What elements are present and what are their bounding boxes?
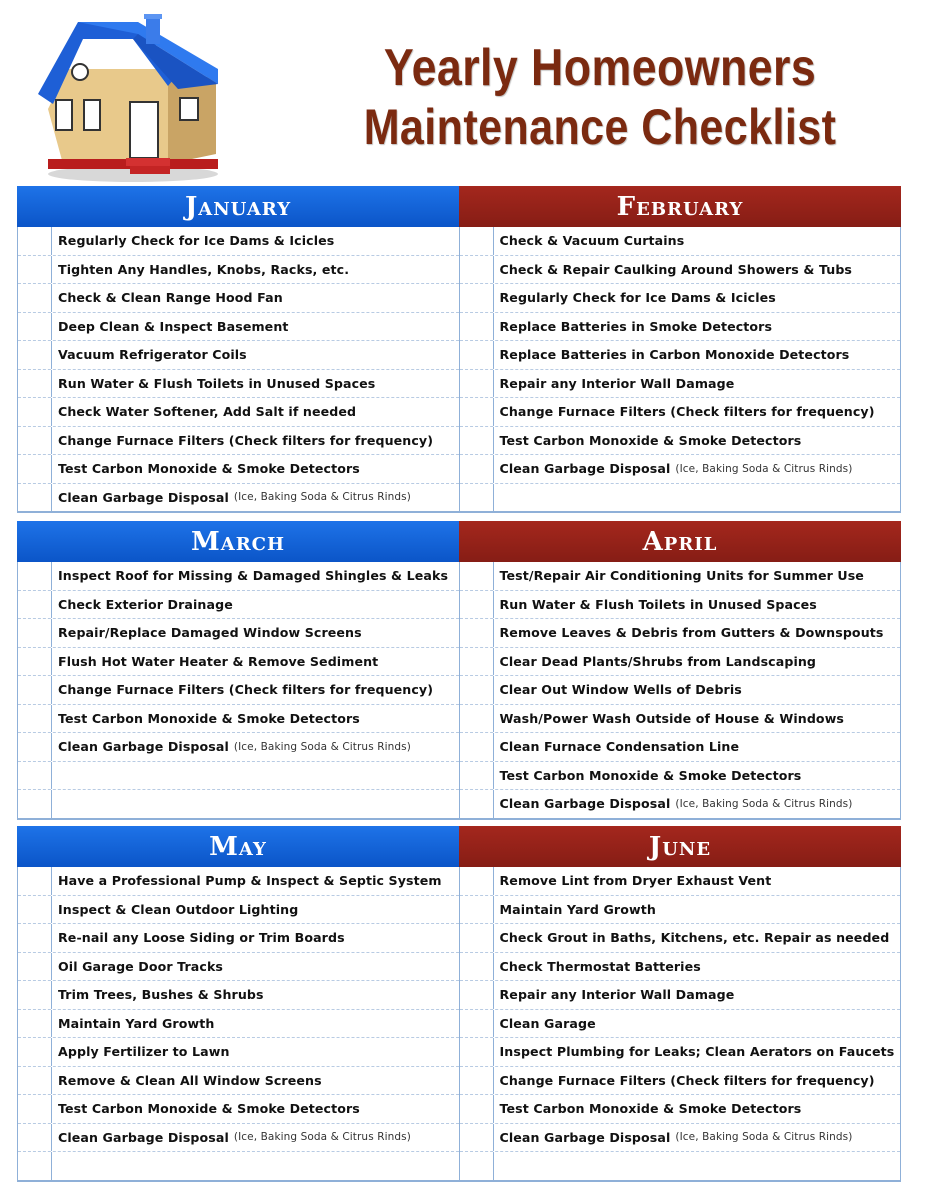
checkbox[interactable] bbox=[460, 1010, 494, 1038]
checkbox[interactable] bbox=[460, 1152, 494, 1180]
section-header bbox=[17, 186, 901, 227]
task-text: Check & Repair Caulking Around Showers & Tubs bbox=[499, 261, 853, 277]
task-label bbox=[494, 484, 901, 512]
checkbox[interactable] bbox=[18, 1067, 52, 1095]
task-label bbox=[494, 648, 901, 676]
task-label bbox=[494, 256, 901, 284]
checklist-row bbox=[460, 676, 901, 705]
task-label bbox=[494, 1038, 901, 1066]
checkbox[interactable] bbox=[460, 370, 494, 398]
checklist-row bbox=[460, 648, 901, 677]
task-label bbox=[494, 981, 901, 1009]
checkbox[interactable] bbox=[18, 313, 52, 341]
task-text: Oil Garage Door Tracks bbox=[58, 958, 224, 974]
task-text: Clear Dead Plants/Shrubs from Landscaping bbox=[499, 653, 817, 669]
task-label bbox=[52, 1124, 459, 1152]
checklist-row bbox=[18, 867, 459, 896]
task-label bbox=[52, 1095, 459, 1123]
checkbox[interactable] bbox=[18, 284, 52, 312]
task-label bbox=[494, 762, 901, 790]
month-header: February bbox=[459, 186, 901, 227]
task-label bbox=[52, 427, 459, 455]
checkbox[interactable] bbox=[18, 256, 52, 284]
checkbox[interactable] bbox=[18, 341, 52, 369]
checklist-row bbox=[18, 1038, 459, 1067]
task-label bbox=[494, 455, 901, 483]
task-label bbox=[52, 648, 459, 676]
task-note: (Ice, Baking Soda & Citrus Rinds) bbox=[233, 1131, 411, 1144]
checkbox[interactable] bbox=[18, 1124, 52, 1152]
section-columns bbox=[17, 562, 901, 820]
task-label bbox=[52, 790, 459, 818]
task-label bbox=[52, 867, 459, 895]
checklist-row bbox=[18, 398, 459, 427]
task-text: Clear Out Window Wells of Debris bbox=[499, 682, 742, 698]
task-text: Repair any Interior Wall Damage bbox=[499, 375, 735, 391]
task-label bbox=[52, 484, 459, 512]
checkbox[interactable] bbox=[460, 762, 494, 790]
task-label bbox=[52, 341, 459, 369]
task-label bbox=[494, 953, 901, 981]
task-text: Clean Garbage Disposal bbox=[499, 1129, 671, 1145]
task-label bbox=[494, 562, 901, 590]
task-label bbox=[52, 1038, 459, 1066]
checkbox[interactable] bbox=[18, 1010, 52, 1038]
checkbox[interactable] bbox=[18, 1095, 52, 1123]
page-title bbox=[300, 38, 900, 156]
checkbox[interactable] bbox=[460, 1038, 494, 1066]
task-label bbox=[494, 591, 901, 619]
checklist-row bbox=[460, 284, 901, 313]
checkbox[interactable] bbox=[18, 790, 52, 818]
task-label bbox=[494, 1010, 901, 1038]
month-column bbox=[459, 227, 901, 512]
task-text: Regularly Check for Ice Dams & Icicles bbox=[58, 233, 335, 249]
task-text: Inspect Roof for Missing & Damaged Shingles & Leaks bbox=[58, 568, 449, 584]
checklist-row bbox=[460, 1152, 901, 1181]
task-note: (Ice, Baking Soda & Citrus Rinds) bbox=[233, 491, 411, 504]
task-label bbox=[494, 1124, 901, 1152]
task-label bbox=[494, 924, 901, 952]
task-text: Check & Clean Range Hood Fan bbox=[58, 290, 283, 306]
checklist-row bbox=[460, 762, 901, 791]
task-text: Test Carbon Monoxide & Smoke Detectors bbox=[58, 1101, 360, 1117]
task-text: Wash/Power Wash Outside of House & Windows bbox=[499, 710, 845, 726]
task-text: Clean Garbage Disposal bbox=[58, 489, 229, 505]
section-header bbox=[17, 826, 901, 867]
task-label bbox=[494, 1067, 901, 1095]
task-text: Test Carbon Monoxide & Smoke Detectors bbox=[499, 767, 802, 783]
checklist-row bbox=[460, 313, 901, 342]
task-label bbox=[494, 227, 901, 255]
task-label bbox=[52, 1067, 459, 1095]
checklist-row bbox=[460, 1124, 901, 1153]
checkbox[interactable] bbox=[460, 705, 494, 733]
task-label bbox=[52, 1152, 459, 1180]
task-text: Maintain Yard Growth bbox=[499, 901, 656, 917]
checkbox[interactable] bbox=[18, 705, 52, 733]
checkbox[interactable] bbox=[18, 370, 52, 398]
task-text: Remove Lint from Dryer Exhaust Vent bbox=[499, 873, 772, 889]
checkbox[interactable] bbox=[18, 1038, 52, 1066]
task-label bbox=[52, 981, 459, 1009]
month-header: March bbox=[17, 521, 459, 562]
task-text: Tighten Any Handles, Knobs, Racks, etc. bbox=[58, 261, 350, 277]
checkbox[interactable] bbox=[460, 313, 494, 341]
checklist-row bbox=[460, 256, 901, 285]
task-text: Test/Repair Air Conditioning Units for Summer Use bbox=[499, 568, 864, 584]
checkbox[interactable] bbox=[460, 1067, 494, 1095]
task-text: Test Carbon Monoxide & Smoke Detectors bbox=[58, 710, 360, 726]
task-label bbox=[52, 370, 459, 398]
checklist-row bbox=[460, 619, 901, 648]
checklist-row bbox=[18, 341, 459, 370]
month-column bbox=[18, 562, 459, 819]
task-text: Clean Furnace Condensation Line bbox=[499, 739, 740, 755]
checklist-row bbox=[18, 648, 459, 677]
task-text: Test Carbon Monoxide & Smoke Detectors bbox=[58, 461, 360, 477]
checklist-row bbox=[460, 562, 901, 591]
checklist-section bbox=[17, 826, 901, 1182]
checklist-row bbox=[18, 484, 459, 513]
checklist-row bbox=[18, 676, 459, 705]
checkbox[interactable] bbox=[18, 562, 52, 590]
checklist-row bbox=[18, 562, 459, 591]
checkbox[interactable] bbox=[460, 896, 494, 924]
task-text: Change Furnace Filters (Check filters for frequency) bbox=[499, 404, 875, 420]
task-text: Clean Garbage Disposal bbox=[58, 739, 229, 755]
checkbox[interactable] bbox=[460, 398, 494, 426]
checkbox[interactable] bbox=[18, 427, 52, 455]
task-text: Maintain Yard Growth bbox=[58, 1015, 215, 1031]
checklist-row bbox=[460, 427, 901, 456]
task-text: Check & Vacuum Curtains bbox=[499, 233, 685, 249]
task-text: Clean Garage bbox=[499, 1015, 596, 1031]
task-text: Remove & Clean All Window Screens bbox=[58, 1072, 322, 1088]
checkbox[interactable] bbox=[18, 924, 52, 952]
task-label bbox=[52, 455, 459, 483]
task-label bbox=[494, 370, 901, 398]
checklist-row bbox=[18, 762, 459, 791]
checkbox[interactable] bbox=[18, 981, 52, 1009]
task-label bbox=[52, 924, 459, 952]
checklist-row bbox=[18, 1152, 459, 1181]
checklist-row bbox=[460, 1010, 901, 1039]
checklist-row bbox=[18, 1010, 459, 1039]
checklist-row bbox=[460, 953, 901, 982]
checklist-row bbox=[18, 427, 459, 456]
checkbox[interactable] bbox=[18, 762, 52, 790]
checklist-row bbox=[18, 256, 459, 285]
checklist-row bbox=[18, 619, 459, 648]
checkbox[interactable] bbox=[460, 256, 494, 284]
checkbox[interactable] bbox=[18, 733, 52, 761]
checklist-row bbox=[460, 924, 901, 953]
checklist-row bbox=[460, 733, 901, 762]
task-note: (Ice, Baking Soda & Citrus Rinds) bbox=[675, 462, 853, 475]
task-label bbox=[52, 256, 459, 284]
month-column bbox=[18, 227, 459, 512]
task-note: (Ice, Baking Soda & Citrus Rinds) bbox=[233, 740, 411, 753]
task-text: Replace Batteries in Smoke Detectors bbox=[499, 318, 773, 334]
task-text: Vacuum Refrigerator Coils bbox=[58, 347, 247, 363]
checklist-row bbox=[18, 591, 459, 620]
task-label bbox=[52, 762, 459, 790]
task-label bbox=[494, 790, 901, 818]
section-columns bbox=[17, 867, 901, 1182]
task-label bbox=[52, 619, 459, 647]
checkbox[interactable] bbox=[18, 619, 52, 647]
task-label bbox=[52, 896, 459, 924]
checklist-row bbox=[18, 455, 459, 484]
checkbox[interactable] bbox=[460, 733, 494, 761]
checkbox[interactable] bbox=[18, 227, 52, 255]
task-text: Check Exterior Drainage bbox=[58, 596, 233, 612]
checkbox[interactable] bbox=[18, 867, 52, 895]
checklist-row bbox=[18, 896, 459, 925]
task-label bbox=[494, 733, 901, 761]
task-text: Replace Batteries in Carbon Monoxide Detectors bbox=[499, 347, 850, 363]
checkbox[interactable] bbox=[18, 953, 52, 981]
task-text: Trim Trees, Bushes & Shrubs bbox=[58, 987, 264, 1003]
task-text: Run Water & Flush Toilets in Unused Spaces bbox=[499, 596, 817, 612]
checklist-row bbox=[18, 1095, 459, 1124]
house-icon bbox=[38, 14, 223, 184]
checklist-row bbox=[460, 790, 901, 819]
checklist-row bbox=[18, 1067, 459, 1096]
checkbox[interactable] bbox=[460, 591, 494, 619]
section-header bbox=[17, 521, 901, 562]
task-label bbox=[52, 1010, 459, 1038]
checklist-row bbox=[460, 227, 901, 256]
month-column bbox=[459, 562, 901, 819]
task-text: Clean Garbage Disposal bbox=[499, 796, 671, 812]
task-text: Change Furnace Filters (Check filters for frequency) bbox=[58, 682, 434, 698]
task-text: Check Grout in Baths, Kitchens, etc. Repair as needed bbox=[499, 930, 890, 946]
checklist-row bbox=[460, 896, 901, 925]
month-header: June bbox=[459, 826, 901, 867]
task-text: Change Furnace Filters (Check filters for frequency) bbox=[58, 432, 434, 448]
checkbox[interactable] bbox=[460, 867, 494, 895]
checklist-row bbox=[460, 1038, 901, 1067]
checkbox[interactable] bbox=[460, 1124, 494, 1152]
section-columns bbox=[17, 227, 901, 513]
checklist-row bbox=[18, 953, 459, 982]
checklist-row bbox=[460, 455, 901, 484]
checkbox[interactable] bbox=[460, 790, 494, 818]
task-text: Deep Clean & Inspect Basement bbox=[58, 318, 289, 334]
task-text: Change Furnace Filters (Check filters for frequency) bbox=[499, 1072, 875, 1088]
checklist-row bbox=[460, 981, 901, 1010]
checkbox[interactable] bbox=[460, 953, 494, 981]
task-text: Flush Hot Water Heater & Remove Sediment bbox=[58, 653, 379, 669]
checklist-row bbox=[460, 867, 901, 896]
task-text: Have a Professional Pump & Inspect & Septic System bbox=[58, 873, 442, 889]
checkbox[interactable] bbox=[18, 676, 52, 704]
checklist-row bbox=[460, 591, 901, 620]
task-label bbox=[494, 341, 901, 369]
checklist-row bbox=[18, 227, 459, 256]
title-line-1: Yearly Homeowners bbox=[383, 39, 817, 97]
task-text: Apply Fertilizer to Lawn bbox=[58, 1044, 230, 1060]
task-label bbox=[494, 705, 901, 733]
checkbox[interactable] bbox=[460, 484, 494, 512]
task-label bbox=[494, 619, 901, 647]
month-header: January bbox=[17, 186, 459, 227]
task-label bbox=[494, 284, 901, 312]
checkbox[interactable] bbox=[460, 562, 494, 590]
task-text: Inspect Plumbing for Leaks; Clean Aerators on Faucets bbox=[499, 1044, 895, 1060]
task-label bbox=[52, 562, 459, 590]
checkbox[interactable] bbox=[460, 619, 494, 647]
task-label bbox=[52, 313, 459, 341]
task-label bbox=[52, 676, 459, 704]
checklist-section bbox=[17, 186, 901, 513]
checkbox[interactable] bbox=[460, 648, 494, 676]
task-label bbox=[52, 398, 459, 426]
task-label bbox=[52, 591, 459, 619]
checklist-row bbox=[460, 398, 901, 427]
task-label bbox=[52, 284, 459, 312]
task-text: Check Thermostat Batteries bbox=[499, 958, 701, 974]
checkbox[interactable] bbox=[460, 676, 494, 704]
task-text: Re-nail any Loose Siding or Trim Boards bbox=[58, 930, 345, 946]
task-label bbox=[52, 705, 459, 733]
page-header bbox=[0, 0, 927, 186]
checkbox[interactable] bbox=[460, 924, 494, 952]
checkbox[interactable] bbox=[460, 227, 494, 255]
task-text: Check Water Softener, Add Salt if needed bbox=[58, 404, 357, 420]
checklist-section bbox=[17, 521, 901, 820]
task-label bbox=[494, 427, 901, 455]
task-note: (Ice, Baking Soda & Citrus Rinds) bbox=[675, 797, 853, 810]
checkbox[interactable] bbox=[460, 455, 494, 483]
task-text: Clean Garbage Disposal bbox=[499, 461, 671, 477]
task-label bbox=[52, 953, 459, 981]
checklist-row bbox=[460, 1095, 901, 1124]
checkbox[interactable] bbox=[18, 1152, 52, 1180]
checklist-row bbox=[18, 981, 459, 1010]
title-line-2: Maintenance Checklist bbox=[363, 99, 837, 155]
task-label bbox=[52, 733, 459, 761]
checklist-row bbox=[18, 733, 459, 762]
task-note: (Ice, Baking Soda & Citrus Rinds) bbox=[675, 1131, 853, 1144]
task-text: Test Carbon Monoxide & Smoke Detectors bbox=[499, 432, 802, 448]
checklist-row bbox=[460, 484, 901, 513]
task-label bbox=[494, 313, 901, 341]
checklist-row bbox=[460, 705, 901, 734]
checkbox[interactable] bbox=[18, 398, 52, 426]
task-label bbox=[494, 896, 901, 924]
checkbox[interactable] bbox=[460, 427, 494, 455]
checkbox[interactable] bbox=[18, 896, 52, 924]
checkbox[interactable] bbox=[18, 455, 52, 483]
checkbox[interactable] bbox=[460, 1095, 494, 1123]
task-label bbox=[494, 676, 901, 704]
checklist-row bbox=[18, 284, 459, 313]
checkbox[interactable] bbox=[18, 484, 52, 512]
month-header: April bbox=[459, 521, 901, 562]
month-header: May bbox=[17, 826, 459, 867]
checklist-row bbox=[18, 705, 459, 734]
checklist-row bbox=[18, 790, 459, 819]
checkbox[interactable] bbox=[460, 284, 494, 312]
checklist-row bbox=[18, 313, 459, 342]
month-column bbox=[459, 867, 901, 1181]
checkbox[interactable] bbox=[18, 591, 52, 619]
task-text: Repair/Replace Damaged Window Screens bbox=[58, 625, 362, 641]
task-label bbox=[494, 1152, 901, 1180]
checklist-row bbox=[18, 1124, 459, 1153]
task-text: Run Water & Flush Toilets in Unused Spaces bbox=[58, 375, 376, 391]
task-label bbox=[494, 398, 901, 426]
task-text: Remove Leaves & Debris from Gutters & Downspouts bbox=[499, 625, 884, 641]
checklist-row bbox=[18, 924, 459, 953]
task-text: Clean Garbage Disposal bbox=[58, 1129, 229, 1145]
task-text: Regularly Check for Ice Dams & Icicles bbox=[499, 290, 776, 306]
checkbox[interactable] bbox=[460, 341, 494, 369]
task-text: Test Carbon Monoxide & Smoke Detectors bbox=[499, 1101, 802, 1117]
task-label bbox=[494, 867, 901, 895]
checkbox[interactable] bbox=[460, 981, 494, 1009]
task-text: Inspect & Clean Outdoor Lighting bbox=[58, 901, 299, 917]
checklist-row bbox=[460, 370, 901, 399]
checklist-row bbox=[460, 1067, 901, 1096]
checklist-row bbox=[18, 370, 459, 399]
month-column bbox=[18, 867, 459, 1181]
task-label bbox=[494, 1095, 901, 1123]
checkbox[interactable] bbox=[18, 648, 52, 676]
task-text: Repair any Interior Wall Damage bbox=[499, 987, 735, 1003]
checklist-row bbox=[460, 341, 901, 370]
task-label bbox=[52, 227, 459, 255]
